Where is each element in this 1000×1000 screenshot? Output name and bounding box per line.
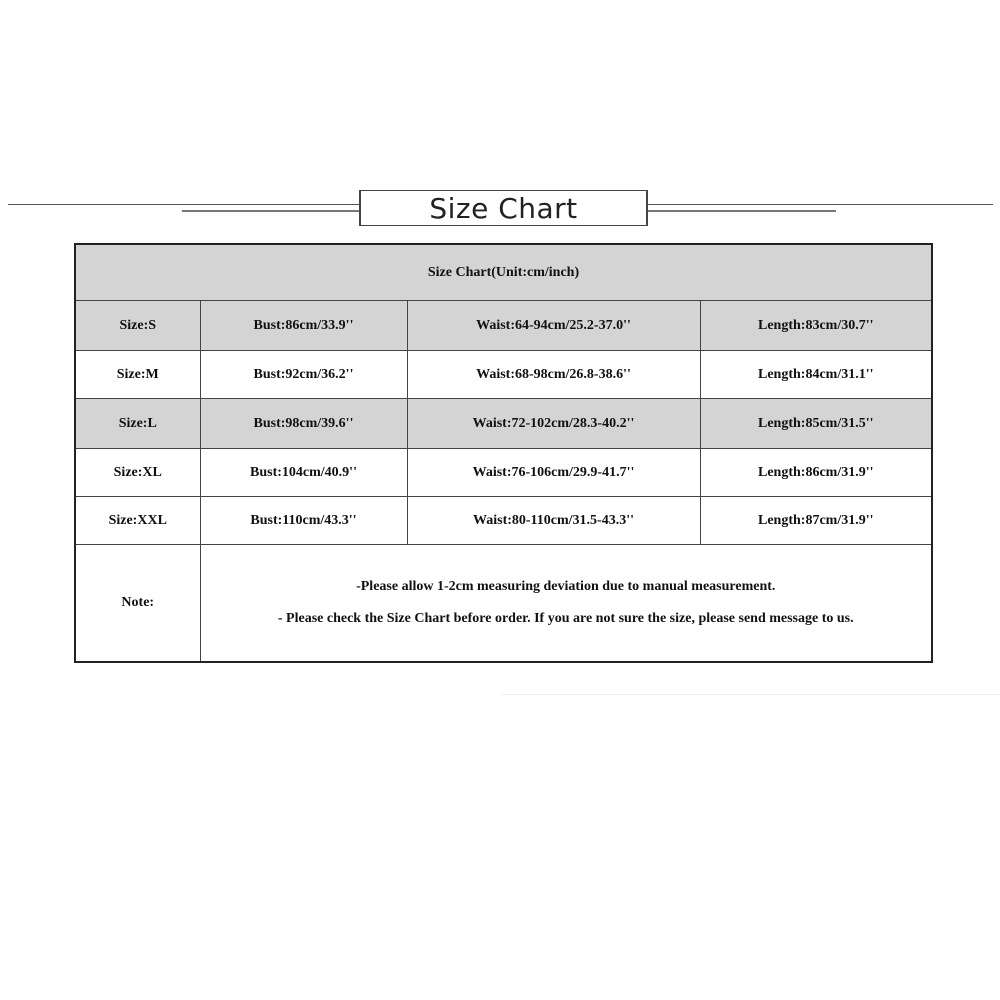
bust-cell: Bust:110cm/43.3'' [200,497,407,545]
waist-cell: Waist:80-110cm/31.5-43.3'' [407,497,700,545]
length-cell: Length:86cm/31.9'' [700,449,932,497]
bust-cell: Bust:92cm/36.2'' [200,351,407,399]
length-cell: Length:87cm/31.9'' [700,497,932,545]
table-row [75,449,932,497]
note-line-measurement: -Please allow 1-2cm measuring deviation due to manual measurement. [356,579,776,594]
note-content [200,545,932,663]
size-cell: Size:M [75,351,200,399]
table-row [75,399,932,449]
title-rule-inner-left [182,210,360,212]
note-row [75,545,932,663]
table-row [75,497,932,545]
size-cell: Size:L [75,399,200,449]
waist-cell: Waist:68-98cm/26.8-38.6'' [407,351,700,399]
length-cell: Length:85cm/31.5'' [700,399,932,449]
bust-cell: Bust:104cm/40.9'' [200,449,407,497]
waist-cell: Waist:64-94cm/25.2-37.0'' [407,301,700,351]
note-label: Note: [75,545,200,663]
size-chart-table [74,243,933,663]
title-rule-outer-right [646,204,993,205]
divider [502,694,1000,695]
bust-cell: Bust:98cm/39.6'' [200,399,407,449]
size-cell: Size:XXL [75,497,200,545]
table-heading: Size Chart(Unit:cm/inch) [75,244,932,301]
length-cell: Length:84cm/31.1'' [700,351,932,399]
waist-cell: Waist:76-106cm/29.9-41.7'' [407,449,700,497]
waist-cell: Waist:72-102cm/28.3-40.2'' [407,399,700,449]
title-rule-outer-left [8,204,360,205]
size-cell: Size:XL [75,449,200,497]
title-rule-inner-right [646,210,836,212]
bust-cell: Bust:86cm/33.9'' [200,301,407,351]
page-title: Size Chart [429,191,578,225]
table-row [75,301,932,351]
table-row [75,351,932,399]
table-heading-row [75,244,932,301]
size-cell: Size:S [75,301,200,351]
title-banner [359,190,648,226]
length-cell: Length:83cm/30.7'' [700,301,932,351]
note-line-check-chart: - Please check the Size Chart before order. If you are not sure the size, please send message to us. [277,611,854,626]
